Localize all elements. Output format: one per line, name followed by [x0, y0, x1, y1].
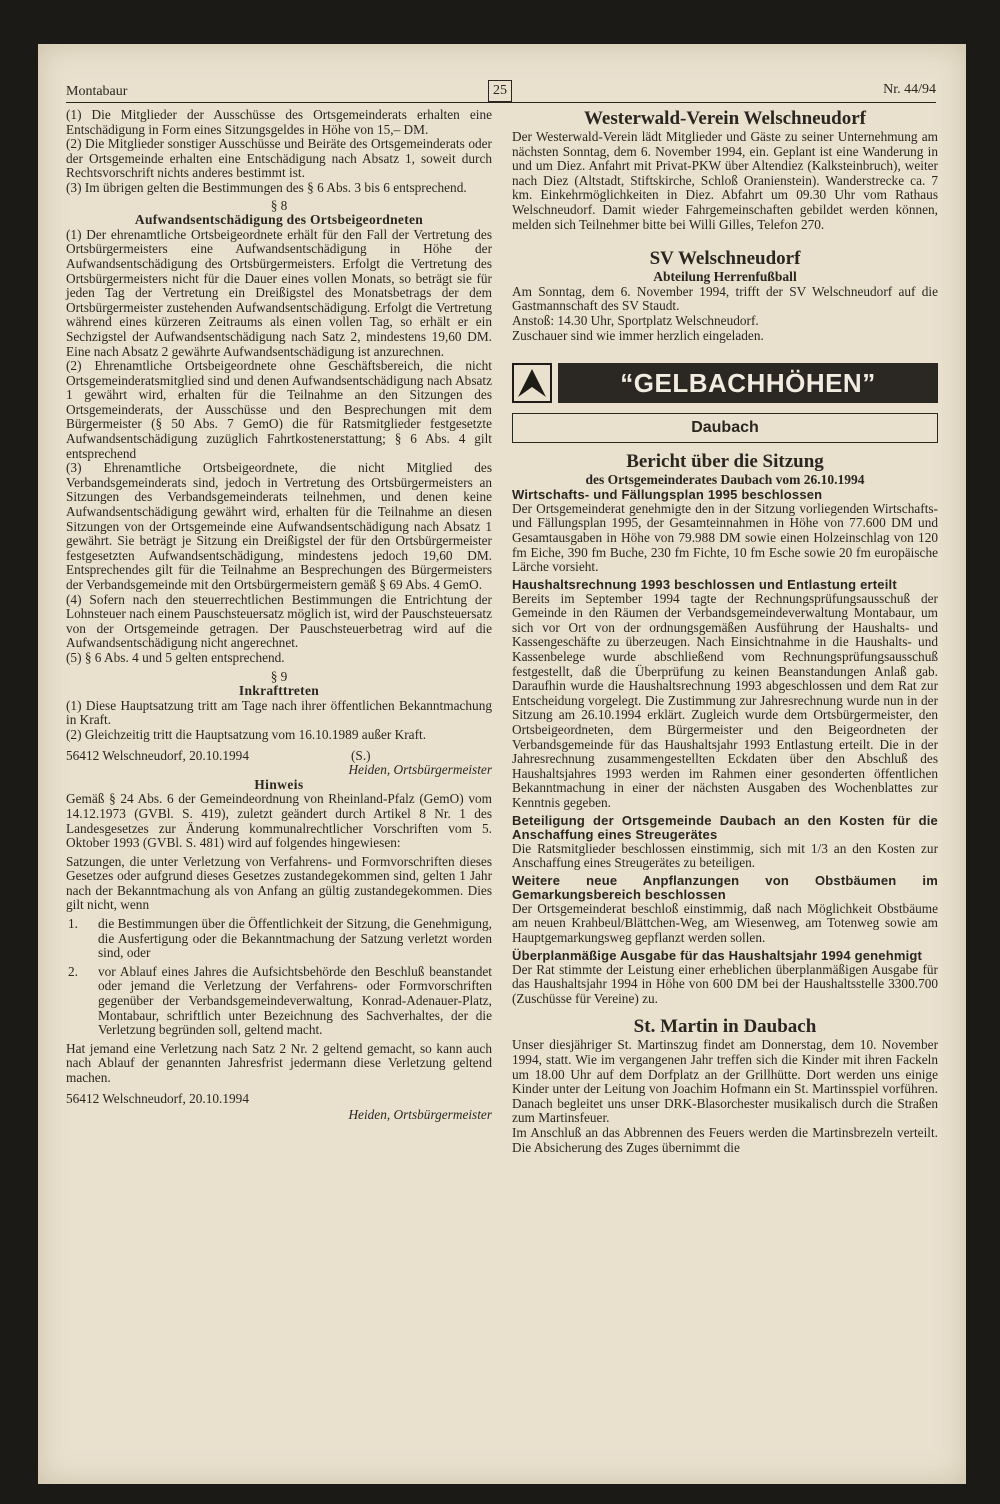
list-item — [66, 965, 492, 1038]
list-number: 2. — [68, 963, 78, 979]
article-subtitle: Abteilung Herrenfußball — [653, 269, 797, 285]
paragraph: Der Westerwald-Verein lädt Mitglieder und Gäste zu seiner Unternehmung am nächsten Sonntag, dem 6. November 1994, ein. Geplant ist eine Wanderung in und um Diez. Anfahrt mit Privat-PKW über Altendiez (Kalksteinbruch), weiter nach Diez (Altstadt, Stiftskirche, Schloß Oranienstein). Wanderstrecke ca. 7 km. Einkehrmöglichkeiten in Diez. Abfahrt um 09.30 Uhr vom Rathaus Welschneudorf. Damit wieder Fahrgemeinschaften gebildet werden können, melden sich Teilnehmer bitte bei Willi Gilles, Telefon 270. — [512, 129, 938, 232]
subsection-heading: Wirtschafts- und Fällungsplan 1995 beschlossen — [512, 486, 823, 502]
paragraph: Die Ratsmitglieder beschlossen einstimmig, sich mit 1/3 an den Kosten zur Anschaffung eines Streugerätes zu beteiligen. — [512, 840, 938, 871]
list-item — [66, 917, 492, 961]
paragraph: (2) Gleichzeitig tritt die Hauptsatzung vom 16.10.1989 außer Kraft. — [66, 726, 427, 742]
article-title: Bericht über die Sitzung — [626, 451, 824, 473]
subsection-heading: Haushaltsrechnung 1993 beschlossen und Entlastung erteilt — [512, 576, 897, 592]
notice-title: Hinweis — [254, 776, 304, 792]
header-town: Montabaur — [66, 84, 128, 99]
paragraph: Hat jemand eine Verletzung nach Satz 2 Nr. 2 geltend gemacht, so kann auch nach Ablauf der genannten Jahresfrist jedermann diese Verletzung geltend machen. — [66, 1040, 492, 1085]
left-column — [66, 108, 492, 1123]
article-title: St. Martin in Daubach — [633, 1016, 817, 1038]
section-title: Inkrafttreten — [238, 683, 320, 699]
section-title: Aufwandsentschädigung des Ortsbeigeordneten — [134, 212, 424, 228]
subsection-heading: Überplanmäßige Ausgabe für das Haushaltsjahr 1994 genehmigt — [512, 947, 923, 963]
place-date: 56412 Welschneudorf, 20.10.1994 — [66, 747, 249, 763]
paragraph: (1) Diese Hauptsatzung tritt am Tage nach ihrer öffentlichen Bekanntmachung in Kraft. — [66, 697, 492, 728]
seal-mark: (S.) — [351, 747, 371, 763]
issue-number: Nr. 44/94 — [883, 82, 936, 97]
paragraph: (3) Im übrigen gelten die Bestimmungen des § 6 Abs. 3 bis 6 entsprechend. — [66, 179, 467, 195]
article-title: SV Welschneudorf — [649, 248, 801, 270]
section-banner — [512, 361, 938, 407]
signature: Heiden, Ortsbürgermeister — [348, 1107, 492, 1123]
article-subtitle: des Ortsgemeinderates Daubach vom 26.10.1994 — [585, 472, 865, 488]
paragraph: (5) § 6 Abs. 4 und 5 gelten entsprechend. — [66, 649, 285, 665]
page-header — [66, 80, 936, 106]
header-rule — [66, 102, 936, 103]
paragraph: Zuschauer sind wie immer herzlich eingeladen. — [512, 327, 764, 343]
paragraph: Der Ortsgemeinderat genehmigte den in der Sitzung vorliegenden Wirtschafts- und Fällungsplan 1995, der Gesamteinnahmen in Höhe von 77.600 DM und Gesamtausgaben in Höhe von 79.988 DM sowie einen Holzeinschlag von 120 fm Eiche, 390 fm Buche, 230 fm Fichte, 10 fm Esche sowie 20 fm europäische Lärche vorsieht. — [512, 500, 938, 575]
paragraph: Satzungen, die unter Verletzung von Verfahrens- und Formvorschriften dieses Gesetzes oder aufgrund dieses Gesetzes zustandegekommen sind, gelten 1 Jahr nach der Bekanntmachung als von Anfang an gültig zustandegekommen. Dies gilt nicht, wenn — [66, 853, 492, 913]
subsection-heading: Beteiligung der Ortsgemeinde Daubach an den Kosten für die Anschaffung eines Streugerätes — [512, 812, 938, 842]
paragraph: Anstoß: 14.30 Uhr, Sportplatz Welschneudorf. — [512, 312, 759, 328]
paragraph: Im Anschluß an das Abbrennen des Feuers werden die Martinsbrezeln verteilt. Die Absicherung des Zuges übernimmt die — [512, 1124, 938, 1155]
town-label: Daubach — [512, 413, 938, 443]
arrow-logo-icon — [514, 365, 550, 401]
place-date: 56412 Welschneudorf, 20.10.1994 — [66, 1090, 249, 1106]
dateline — [66, 749, 492, 764]
list-text: die Bestimmungen über die Öffentlichkeit der Sitzung, die Genehmigung, die Ausfertigung oder die Bekanntmachung der Satzung verletzt worden sind, oder — [98, 916, 492, 961]
signature: Heiden, Ortsbürgermeister — [348, 762, 492, 778]
right-column — [512, 108, 938, 1155]
section-number: § 9 — [270, 668, 288, 684]
section-number: § 8 — [270, 197, 288, 213]
paragraph: (4) Sofern nach den steuerrechtlichen Bestimmungen die Entrichtung der Lohnsteuer nach einem Pauschsteuersatz möglich ist, wird der Pauschsteuersatz von der Ortsgemeinde getragen. Der Pauschsteuerbetrag wird auf die Aufwandsentschädigung nicht angerechnet. — [66, 591, 492, 651]
paragraph: Unser diesjähriger St. Martinszug findet am Donnerstag, dem 10. November 1994, statt. Wie im vergangenen Jahr treffen sich die Kinder mit ihren Fackeln um 18.00 Uhr auf dem Dorfplatz an der Grillhütte. Dort werden uns einige Kinder unter der Leitung von Joachim Hofmann ein St. Martinsspiel vorführen. Danach begleitet uns unser DRK-Blasorchester musikalisch durch die Straßen zum Martinsfeuer. — [512, 1037, 938, 1126]
paragraph: (2) Ehrenamtliche Ortsbeigeordnete ohne Geschäftsbereich, die nicht Ortsgemeinderatsmitglied sind und denen Aufwandsentschädigung nach Absatz 1 gewährt wird, erhalten für die Teilnahme an den Sitzungen des Ortsgemeinderats, der Ausschüsse und den Besprechungen mit dem Bürgermeister (§ 50 Abs. 7 GemO) die für Ratsmitglieder festgesetzte Aufwandsentschädigung zuzüglich Fahrtkostenerstattung; § 6 Abs. 4 gilt entsprechend — [66, 358, 492, 461]
paragraph: Bereits im September 1994 tagte der Rechnungsprüfungsausschuß der Gemeinde in den Räumen der Verbandsgemeindeverwaltung Montabaur, um sich vor Ort von der ordnungsgemäßen Ausführung der Haushalts- und Kassengeschäfte zu überzeugen. Nach Einsichtnahme in die Haushalts- und Kassenbelege wurde abschließend vom Rechnungsprüfungsausschuß festgestellt, daß die Überprüfung zu keinen Beanstandungen Anlaß gab. Daraufhin wurde die Haushaltsrechnung 1993 abgeschlossen und dem Rat zur Entscheidung vorgelegt. Die Zustimmung zur Jahresrechnung wurde nun in der Sitzung am 26.10.1994 erklärt. Zugleich wurde dem Ortsbürgermeister, den Ortsbeigeordneten, dem Bürgermeister und den Beigeordneten der Verbandsgemeinde für das Haushaltsjahr 1993 Entlastung erteilt. Die in der Jahresrechnung zusammengestellten Eckdaten über den Abschluß des Haushaltsjahres 1993 werden im Rahmen einer gesonderten öffentlichen Bekanntmachung in einer der nächsten Ausgaben des Wochenblattes zur Kenntnis gegeben. — [512, 590, 938, 810]
logo-icon — [512, 363, 552, 403]
paragraph: (3) Ehrenamtliche Ortsbeigeordnete, die nicht Mitglied des Verbandsgemeinderats sind, jedoch in Vertretung des Ortsbürgermeisters an Sitzungen des Verbandsgemeinderats teilnehmen, und denen keine Aufwandsentschädigung gewährt wird, erhalten für die Teilnahme an diesen Sitzungen von der Ortsgemeinde eine Aufwandsentschädigung nach Absatz 1 gewährt. Sie beträgt je Sitzung ein Dreißigstel der für den Ortsbürgermeister festgesetzten Aufwandsentschädigung, mindestens jedoch 19,60 DM. Entsprechendes gilt für die Teilnahme an Besprechungen des Bürgermeisters der Verbandsgemeinde mit den Ortsbürgermeistern gemäß § 69 Abs. 4 GemO. — [66, 460, 492, 592]
paragraph: (2) Die Mitglieder sonstiger Ausschüsse und Beiräte des Ortsgemeinderats oder der Ortsgemeinde erhalten eine Entschädigung nach Absatz 1, soweit durch Rechtsvorschrift nichts anderes bestimmt ist. — [66, 136, 492, 181]
page-number: 25 — [488, 80, 512, 102]
list-number: 1. — [68, 916, 78, 932]
paragraph: (1) Der ehrenamtliche Ortsbeigeordnete erhält für den Fall der Vertretung des Ortsbürgermeisters eine Aufwandsentschädigung in Höhe der Aufwandsentschädigung des Ortsbürgermeisters. Erfolgt die Vertretung des Ortsbürgermeisters nicht für die Dauer eines vollen Monats, so beträgt sie für jeden Tag der Vertretung ein Dreißigstel des Monatsbetrags der dem Ortsbürgermeister zustehenden Aufwandsentschädigung. Erfolgt die Vertretung während eines kürzeren Zeitraums als einen vollen Tag, so erhält er ein Sechzigstel der Aufwandsentschädigung nach Satz 2, mindestens 19,60 DM. Eine nach Absatz 2 gewährte Aufwandsentschädigung ist anzurechnen. — [66, 226, 492, 359]
subsection-heading: Weitere neue Anpflanzungen von Obstbäumen im Gemarkungsbereich beschlossen — [512, 872, 938, 902]
banner-title: “GELBACHHÖHEN” — [558, 363, 938, 403]
paragraph: Der Ortsgemeinderat beschloß einstimmig, daß nach Möglichkeit Obstbäume am neuen Krahbeul/Blättchen-Weg, am Wiesenweg, am Totenweg sowie am Hauptgemarkungsweg gepflanzt werden sollen. — [512, 900, 938, 945]
article-title: Westerwald-Verein Welschneudorf — [583, 108, 866, 129]
list-text: vor Ablauf eines Jahres die Aufsichtsbehörde den Beschluß beanstandet oder jemand die Verletzung der Verfahrens- oder Formvorschriften gegenüber der Verbandsgemeindeverwaltung, Konrad-Adenauer-Platz, Montabaur, schriftlich unter Bezeichnung des Sachverhaltes, der die Verletzung begründen soll, geltend macht. — [98, 963, 492, 1038]
paragraph: Der Rat stimmte der Leistung einer erheblichen überplanmäßigen Ausgabe für das Haushaltsjahr 1994 in Höhe von 600 DM bei der Haushaltsstelle 3300.700 (Zuschüsse für Vereine) zu. — [512, 961, 938, 1006]
paragraph: Am Sonntag, dem 6. November 1994, trifft der SV Welschneudorf auf die Gastmannschaft des SV Staudt. — [512, 283, 938, 314]
condition-list — [66, 917, 492, 1038]
paragraph: Gemäß § 24 Abs. 6 der Gemeindeordnung von Rheinland-Pfalz (GemO) vom 14.12.1973 (GVBl. S. 419), zuletzt geändert durch Artikel 8 Nr. 1 des Landesgesetzes zur Änderung kommunalrechtlicher Vorschriften vom 5. Oktober 1993 (GVBl. S. 481) wird auf folgendes hingewiesen: — [66, 791, 492, 851]
paragraph: (1) Die Mitglieder der Ausschüsse des Ortsgemeinderats erhalten eine Entschädigung in Form eines Sitzungsgeldes in Höhe von 15,– DM. — [66, 107, 492, 137]
